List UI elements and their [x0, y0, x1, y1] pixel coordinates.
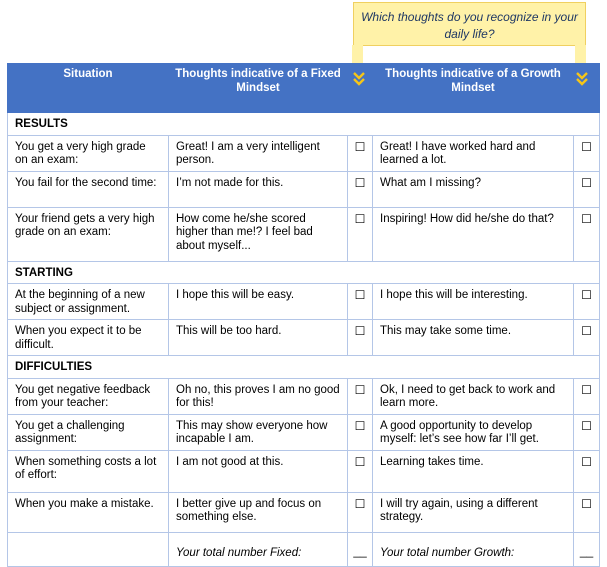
fixed-thought-cell: I better give up and focus on something else. — [169, 492, 348, 532]
growth-checkbox[interactable]: ☐ — [574, 320, 600, 356]
situation-cell: At the beginning of a new subject or assignment. — [8, 284, 169, 320]
fixed-checkbox[interactable]: ☐ — [348, 414, 373, 450]
fixed-thought-cell: I am not good at this. — [169, 450, 348, 492]
fixed-thought-cell: I hope this will be easy. — [169, 284, 348, 320]
callout-pointer-left — [352, 45, 363, 65]
situation-cell: You get a challenging assignment: — [8, 414, 169, 450]
situation-cell: You get negative feedback from your teacher: — [8, 378, 169, 414]
fixed-checkbox[interactable]: ☐ — [348, 171, 373, 207]
fixed-thought-cell: How come he/she scored higher than me!? I feel bad about myself... — [169, 207, 348, 261]
total-fixed-label: Your total number Fixed: — [169, 532, 348, 566]
table-row — [8, 171, 600, 207]
growth-thought-cell: A good opportunity to develop myself: let’s see how far I’ll get. — [373, 414, 574, 450]
total-growth-label: Your total number Growth: — [373, 532, 574, 566]
situation-cell: You fail for the second time: — [8, 171, 169, 207]
growth-thought-cell: Ok, I need to get back to work and learn more. — [373, 378, 574, 414]
fixed-checkbox[interactable]: ☐ — [348, 450, 373, 492]
section-title: RESULTS — [8, 113, 600, 136]
fixed-checkbox[interactable]: ☐ — [348, 378, 373, 414]
fixed-checkbox[interactable]: ☐ — [348, 320, 373, 356]
situation-cell: When you expect it to be difficult. — [8, 320, 169, 356]
header-situation: Situation — [8, 64, 169, 113]
section-row — [8, 356, 600, 379]
fixed-thought-cell: Oh no, this proves I am no good for this! — [169, 378, 348, 414]
growth-checkbox[interactable]: ☐ — [574, 378, 600, 414]
chevron-down-icon — [353, 72, 365, 86]
section-title: STARTING — [8, 261, 600, 284]
situation-cell: When you make a mistake. — [8, 492, 169, 532]
header-fixed: Thoughts indicative of a Fixed Mindset — [169, 64, 348, 113]
growth-thought-cell: Inspiring! How did he/she do that? — [373, 207, 574, 261]
fixed-thought-cell: Great! I am a very intelligent person. — [169, 135, 348, 171]
callout-pointer-right — [575, 45, 586, 65]
situation-cell: When something costs a lot of effort: — [8, 450, 169, 492]
growth-checkbox[interactable]: ☐ — [574, 414, 600, 450]
table-row — [8, 284, 600, 320]
growth-thought-cell: Great! I have worked hard and learned a lot. — [373, 135, 574, 171]
growth-thought-cell: What am I missing? — [373, 171, 574, 207]
situation-cell: You get a very high grade on an exam: — [8, 135, 169, 171]
fixed-thought-cell: This may show everyone how incapable I am. — [169, 414, 348, 450]
fixed-thought-cell: I’m not made for this. — [169, 171, 348, 207]
header-row — [8, 64, 600, 113]
growth-thought-cell: I will try again, using a different strategy. — [373, 492, 574, 532]
situation-cell: Your friend gets a very high grade on an exam: — [8, 207, 169, 261]
growth-thought-cell: This may take some time. — [373, 320, 574, 356]
growth-checkbox[interactable]: ☐ — [574, 171, 600, 207]
table-body — [8, 113, 600, 567]
callout-text: Which thoughts do you recognize in your daily life? — [361, 10, 578, 41]
total-growth-input[interactable]: __ — [574, 532, 600, 566]
table-row — [8, 414, 600, 450]
totals-empty-cell — [8, 532, 169, 566]
growth-checkbox[interactable]: ☐ — [574, 492, 600, 532]
section-row — [8, 113, 600, 136]
growth-checkbox[interactable]: ☐ — [574, 284, 600, 320]
table-row — [8, 450, 600, 492]
callout-box — [353, 2, 586, 46]
section-title: DIFFICULTIES — [8, 356, 600, 379]
growth-thought-cell: I hope this will be interesting. — [373, 284, 574, 320]
total-fixed-input[interactable]: __ — [348, 532, 373, 566]
growth-checkbox[interactable]: ☐ — [574, 135, 600, 171]
growth-thought-cell: Learning takes time. — [373, 450, 574, 492]
growth-checkbox[interactable]: ☐ — [574, 450, 600, 492]
table-row — [8, 207, 600, 261]
chevron-down-icon — [576, 72, 588, 86]
header-growth: Thoughts indicative of a Growth Mindset — [373, 64, 574, 113]
mindset-table — [7, 63, 600, 567]
totals-row — [8, 532, 600, 566]
fixed-checkbox[interactable]: ☐ — [348, 135, 373, 171]
fixed-checkbox[interactable]: ☐ — [348, 492, 373, 532]
header-fixed-check — [348, 64, 373, 113]
fixed-thought-cell: This will be too hard. — [169, 320, 348, 356]
fixed-checkbox[interactable]: ☐ — [348, 207, 373, 261]
fixed-checkbox[interactable]: ☐ — [348, 284, 373, 320]
table-row — [8, 320, 600, 356]
table-row — [8, 378, 600, 414]
growth-checkbox[interactable]: ☐ — [574, 207, 600, 261]
table-row — [8, 135, 600, 171]
header-growth-check — [574, 64, 600, 113]
table-row — [8, 492, 600, 532]
section-row — [8, 261, 600, 284]
